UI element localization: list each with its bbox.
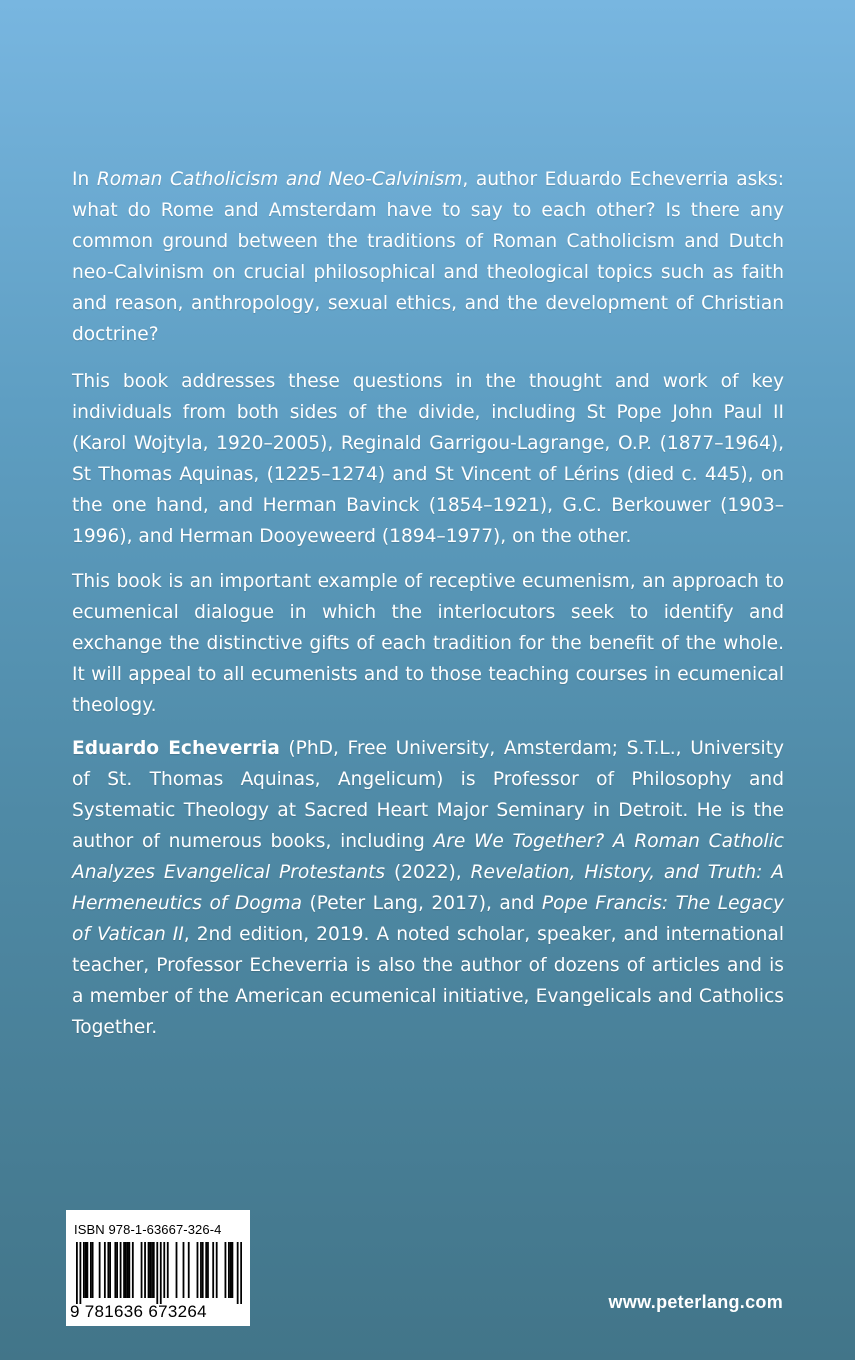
barcode-bar <box>120 1242 122 1298</box>
isbn-barcode <box>66 1210 250 1326</box>
bio-text-1: (PhD, Free University, Amsterdam; S.T.L., University of St. Thomas Aquinas, Angelicum) is Professor of Philosophy and Systematic Theology at Sacred Heart Major Seminary in Detroit. He is the author of numerous books, including <box>72 738 784 852</box>
barcode-bar <box>132 1242 134 1298</box>
barcode-bar <box>148 1242 150 1298</box>
barcode-bars <box>76 1242 242 1304</box>
bio-text-3: (Peter Lang, 2017), and <box>301 893 542 914</box>
barcode-bar <box>141 1242 143 1298</box>
bio-book-title-2: Revelation, History, and Truth: A Hermeneutics of Dogma <box>72 862 784 914</box>
author-name: Eduardo Echeverria <box>72 738 280 759</box>
barcode-bar <box>163 1242 165 1298</box>
barcode-bar <box>92 1242 94 1298</box>
barcode-bar <box>123 1242 125 1298</box>
barcode-bar <box>216 1242 218 1298</box>
barcode-bar <box>144 1242 146 1298</box>
barcode-bar <box>116 1242 118 1298</box>
barcode-bar <box>86 1242 88 1298</box>
barcode-bar <box>232 1242 234 1298</box>
barcode-bar <box>109 1242 111 1298</box>
barcode-bar <box>188 1242 190 1298</box>
description-paragraph-1 <box>72 164 784 350</box>
barcode-bar <box>202 1242 204 1298</box>
barcode-bar <box>128 1242 130 1298</box>
barcode-bar <box>225 1242 227 1298</box>
barcode-bar <box>104 1242 106 1298</box>
barcode-bar <box>197 1242 199 1298</box>
barcode-bar <box>160 1242 162 1304</box>
bio-book-title-1: Are We Together? A Roman Catholic Analyzes Evangelical Protestants <box>72 831 784 883</box>
barcode-bar <box>200 1242 202 1298</box>
barcode-bar <box>99 1242 101 1298</box>
barcode-bar <box>207 1242 209 1298</box>
publisher-url: www.peterlang.com <box>608 1292 783 1312</box>
barcode-bar <box>183 1242 185 1298</box>
barcode-bar <box>237 1242 239 1304</box>
p1-text-2: , author Eduardo Echeverria asks: what do Rome and Amsterdam have to say to each other? Is there any common ground between the traditions of Roman Catholicism and Dutch neo-Calvinism on crucial philosophical and theological topics such as faith and reason, anthropology, sexual ethics, and the development of Christian doctrine? <box>72 169 784 345</box>
barcode-bar <box>151 1242 153 1298</box>
barcode-bar <box>240 1242 242 1304</box>
barcode-digits: 9 781636 673264 <box>70 1302 207 1321</box>
barcode-bar <box>205 1242 207 1298</box>
p1-text-1: In <box>72 169 97 190</box>
author-bio-paragraph <box>72 733 784 1043</box>
description-paragraph-3: This book is an important example of receptive ecumenism, an approach to ecumenical dialogue in which the interlocutors seek to identify and exchange the distinctive gifts of each tradition for the benefit of the whole. It will appeal to all ecumenists and to those teaching courses in ecumenical theology. <box>72 571 784 716</box>
barcode-bar <box>127 1242 129 1298</box>
barcode-bar <box>149 1242 151 1298</box>
isbn-label: ISBN 978-1-63667-326-4 <box>74 1222 222 1237</box>
barcode-bar <box>90 1242 92 1298</box>
barcode-bar <box>167 1242 169 1298</box>
bio-book-title-3: Pope Francis: The Legacy of Vatican II <box>72 893 784 945</box>
barcode-bar <box>114 1242 116 1298</box>
barcode-bar <box>228 1242 230 1298</box>
barcode-bar <box>230 1242 232 1298</box>
barcode-bar <box>85 1242 87 1298</box>
book-title-italic: Roman Catholicism and Neo-Calvinism <box>96 169 463 190</box>
barcode-bar <box>153 1242 155 1298</box>
bio-text-4: , 2nd edition, 2019. A noted scholar, speaker, and international teacher, Professor Echeverria is also the author of dozens of articles and is a member of the American ecumenical initiative, Evangelicals and Catholics Together. <box>72 924 784 1038</box>
barcode-bar <box>176 1242 178 1298</box>
barcode-bar <box>79 1242 81 1304</box>
barcode-bar <box>76 1242 78 1304</box>
barcode-bar <box>212 1242 214 1298</box>
barcode-bar <box>107 1242 109 1298</box>
barcode-bar <box>156 1242 158 1304</box>
barcode-bar <box>125 1242 127 1298</box>
description-paragraph-2: This book addresses these questions in the thought and work of key individuals from both sides of the divide, including St Pope John Paul II (Karol Wojtyla, 1920–2005), Reginald Garrigou-Lagrange, O.P. (1877–1964), St Thomas Aquinas, (1225–1274) and St Vincent of Lérins (died c. 445), on the one hand, and Herman Bavinck (1854–1921), G.C. Berkouwer (1903–1996), and Herman Dooyeweerd (1894–1977), on the other. <box>72 371 784 547</box>
bio-text-2: (2022), <box>385 862 471 883</box>
barcode-bar <box>83 1242 85 1298</box>
